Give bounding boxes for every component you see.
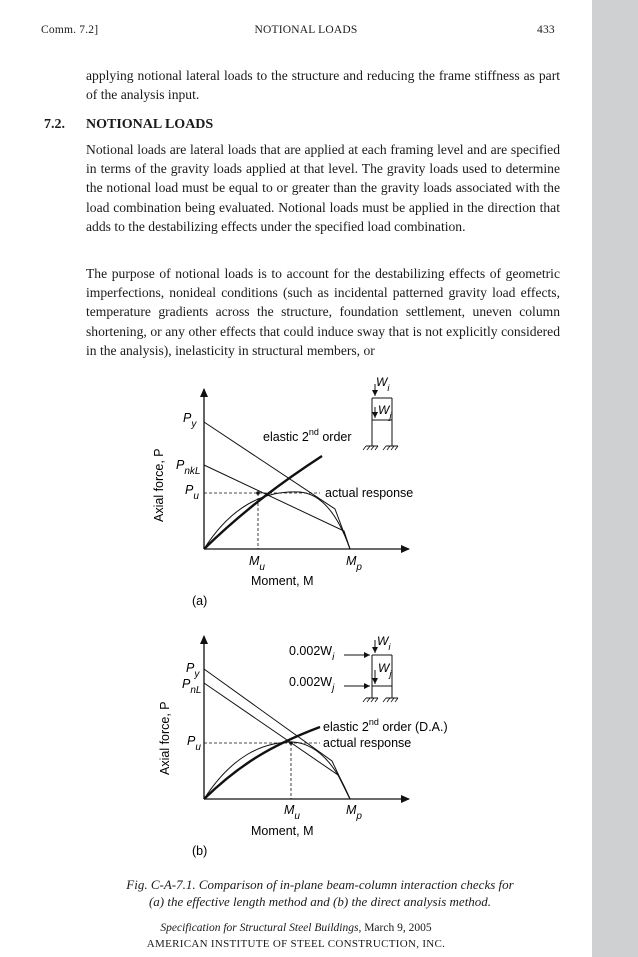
fig-a-intersection-point xyxy=(256,491,260,495)
fig-b-tick-pu: $P_u$ xyxy=(187,734,201,753)
footer-publisher: AMERICAN INSTITUTE OF STEEL CONSTRUCTION, INC. xyxy=(146,938,446,950)
footer-spec-title: Specification for Structural Steel Buildings, xyxy=(160,922,362,934)
running-header-title: NOTIONAL LOADS xyxy=(254,24,358,36)
fig-a-actual-response-curve xyxy=(204,492,350,549)
fig-b-wj-label: $W_j$ xyxy=(378,661,392,680)
fig-a-tick-pnkl: $P_{nkL}$ xyxy=(176,458,201,477)
fig-a-x-label-text: Moment, M xyxy=(251,574,314,588)
figure-caption-line-2: (a) the effective length method and (b) the direct analysis method. xyxy=(148,894,492,909)
running-header-left: Comm. 7.2] xyxy=(41,24,99,36)
paragraph-1: Notional loads are lateral loads that are applied at each framing level and are specified in terms of the gravity loads applied at that level. The gravity loads used to determine the notional load must be equal to or greater than the gravity loads associated with the load combination being evaluated. Notional loads must be applied in the direction that adds to the destabilizing effects under the specified load combination. xyxy=(86,142,560,234)
fig-b-elastic-da-curve xyxy=(204,727,320,799)
fig-b-wi-label: $W_i$ xyxy=(377,634,391,653)
fig-a-wj-label: $W_j$ xyxy=(378,403,392,422)
fig-b-tick-pnl: $P_{nL}$ xyxy=(182,677,202,696)
fig-a-frame-sketch xyxy=(363,384,398,450)
fig-b-notional-load-j: $0.002W_j$ xyxy=(289,675,335,694)
fig-b-actual-label: actual response xyxy=(323,736,412,750)
fig-a-pnkl-interaction-line xyxy=(204,465,350,549)
figure-caption-line-1: Fig. C-A-7.1. Comparison of in-plane beam-column interaction checks for xyxy=(126,877,514,892)
figure-caption xyxy=(40,876,600,910)
fig-a-tick-pu: $P_u$ xyxy=(185,483,199,502)
figure-a xyxy=(152,375,413,608)
fig-b-tick-mp: $M_p$ xyxy=(346,803,362,822)
fig-b-tick-mu: $M_u$ xyxy=(284,803,300,822)
section-title: NOTIONAL LOADS xyxy=(86,117,214,132)
fig-a-actual-label: actual response xyxy=(325,486,414,500)
figure-b xyxy=(158,634,448,858)
fig-a-tick-mu: $M_u$ xyxy=(249,554,265,573)
fig-b-elastic-label: elastic 2nd order (D.A.) xyxy=(323,717,448,734)
fig-a-tick-mp: $M_p$ xyxy=(346,554,362,573)
fig-b-actual-response-curve xyxy=(204,742,350,799)
fig-b-intersection-point xyxy=(289,741,293,745)
section-number: 7.2. xyxy=(44,117,65,132)
fig-b-notional-load-i: $0.002W_i$ xyxy=(289,644,335,663)
fig-b-tick-py: $P_y$ xyxy=(186,661,200,680)
fig-a-tick-py: $P_y$ xyxy=(183,411,197,430)
fig-a-elastic-label: elastic 2nd order xyxy=(263,427,352,444)
fig-b-panel-label: (b) xyxy=(192,844,208,858)
footer-spec-date: March 9, 2005 xyxy=(361,922,432,934)
fig-a-panel-label: (a) xyxy=(192,594,208,608)
fig-b-x-label-text: Moment, M xyxy=(251,824,314,838)
footer-spec xyxy=(0,922,592,934)
fig-a-y-label: Axial force, P xyxy=(152,448,166,522)
paragraph-2: The purpose of notional loads is to account for the destabilizing effects of geometric imperfections, nonideal conditions (such as incidental patterned gravity load effects, temperature gradients across the structure, foundation settlement, uneven column shortening, or any other effects that could induce sway that is not explicitly considered in the analysis), inelasticity in structural members, or xyxy=(86,266,560,358)
fig-a-elastic-second-order-curve xyxy=(204,456,322,549)
fig-b-y-label: Axial force, P xyxy=(158,701,172,775)
page-number: 433 xyxy=(537,24,555,36)
fig-a-wi-label: $W_i$ xyxy=(376,375,390,394)
intro-paragraph: applying notional lateral loads to the structure and reducing the frame stiffness as part of the analysis input. xyxy=(86,68,560,103)
